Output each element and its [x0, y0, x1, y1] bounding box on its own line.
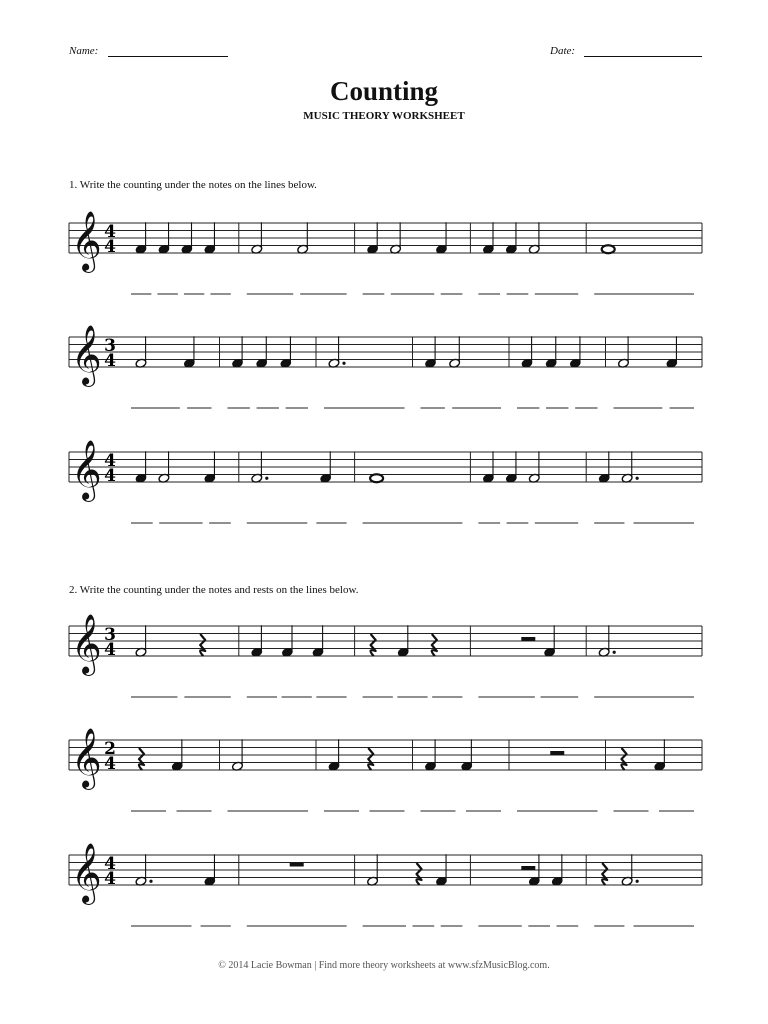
quarter-rest: [621, 748, 626, 770]
time-signature-bottom: 4: [104, 466, 116, 486]
whole-rest: [290, 863, 304, 867]
half-rest: [550, 751, 564, 755]
page-subtitle: MUSIC THEORY WORKSHEET: [303, 110, 465, 122]
quarter-rest: [200, 634, 205, 656]
time-signature-bottom: 4: [104, 869, 116, 889]
staff-1: [69, 211, 702, 294]
dot: [265, 477, 268, 480]
instruction-2: 2. Write the counting under the notes and rests on the lines below.: [69, 584, 359, 596]
treble-clef: 𝄞: [71, 614, 102, 674]
half-rest: [521, 866, 535, 870]
quarter-rest: [602, 863, 607, 885]
treble-clef: 𝄞: [71, 325, 102, 385]
dot: [613, 651, 616, 654]
quarter-rest: [416, 863, 421, 885]
treble-clef: 𝄞: [71, 440, 102, 500]
staff-3: [69, 440, 702, 523]
dot: [636, 477, 639, 480]
staff-5: [69, 728, 702, 811]
dot: [636, 880, 639, 883]
name-label: Name:: [69, 45, 99, 57]
time-signature-bottom: 4: [104, 754, 116, 774]
footer: © 2014 Lacie Bowman | Find more theory worksheets at www.sfzMusicBlog.com.: [218, 960, 550, 971]
date-label: Date:: [550, 45, 576, 57]
time-signature-top: 2: [104, 739, 116, 759]
staff-6: [69, 843, 702, 926]
quarter-rest: [371, 634, 376, 656]
time-signature-bottom: 4: [104, 640, 116, 660]
time-signature-bottom: 4: [104, 237, 116, 257]
page-title: Counting: [329, 76, 439, 106]
treble-clef: 𝄞: [71, 728, 102, 788]
whole-note: [370, 474, 383, 482]
time-signature-top: 3: [104, 336, 116, 356]
treble-clef: 𝄞: [71, 843, 102, 903]
treble-clef: 𝄞: [71, 211, 102, 271]
instruction-1: 1. Write the counting under the notes on the lines below.: [69, 179, 317, 191]
time-signature-top: 4: [104, 222, 116, 242]
quarter-rest: [368, 748, 373, 770]
time-signature-top: 3: [104, 625, 116, 645]
whole-note: [602, 245, 615, 253]
quarter-rest: [139, 748, 144, 770]
dot: [342, 362, 345, 365]
quarter-rest: [432, 634, 437, 656]
time-signature-top: 4: [104, 451, 116, 471]
time-signature-top: 4: [104, 854, 116, 874]
staff-4: [69, 614, 702, 697]
time-signature-bottom: 4: [104, 351, 116, 371]
dot: [149, 880, 152, 883]
half-rest: [521, 637, 535, 641]
staff-2: [69, 325, 702, 408]
